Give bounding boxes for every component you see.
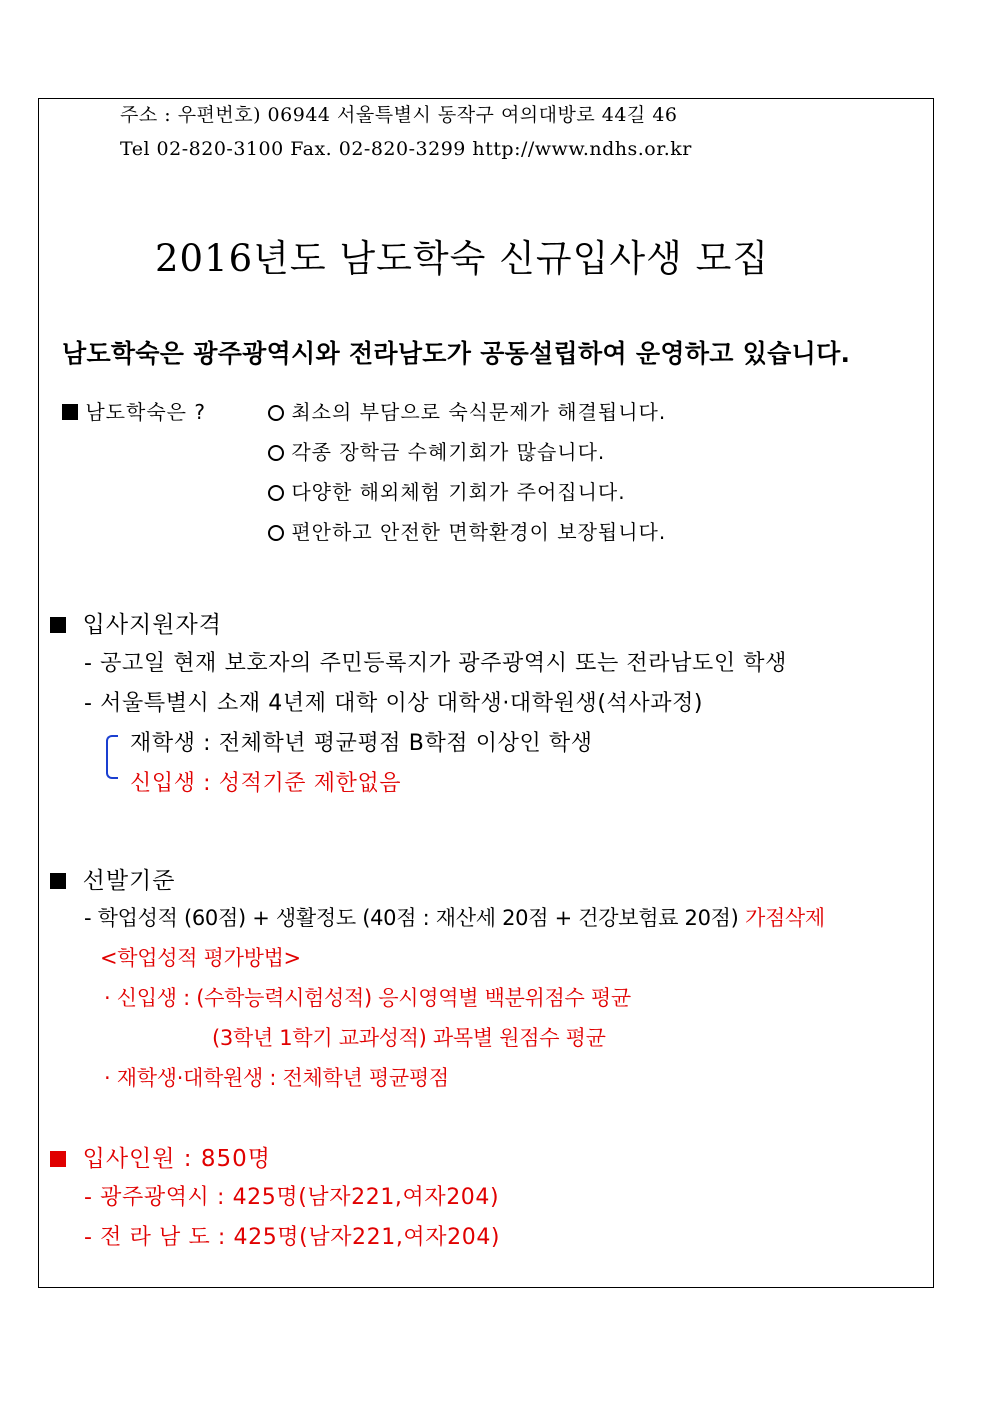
criteria-note: 가점삭제 xyxy=(744,906,825,930)
square-bullet-icon xyxy=(50,1151,66,1167)
method-freshman-sub: (3학년 1학기 교과성적) 과목별 원점수 평균 xyxy=(212,1026,606,1050)
intro-label: 남도학숙은 ? xyxy=(62,396,206,425)
quota-heading: 입사인원 : 850명 xyxy=(50,1140,271,1173)
benefit-item: 다양한 해외체험 기회가 주어집니다. xyxy=(268,476,626,505)
benefit-item: 편안하고 안전한 면학환경이 보장됩니다. xyxy=(268,516,666,545)
enrolled-criteria: 재학생 : 전체학년 평균평점 B학점 이상인 학생 xyxy=(130,731,593,756)
circle-bullet-icon xyxy=(268,405,284,421)
benefit-item: 최소의 부담으로 숙식문제가 해결됩니다. xyxy=(268,396,666,425)
eligibility-line: - 공고일 현재 보호자의 주민등록지가 광주광역시 또는 전라남도인 학생 xyxy=(84,651,787,676)
quota-gwangju: - 광주광역시 : 425명(남자221,여자204) xyxy=(84,1185,500,1210)
square-bullet-icon xyxy=(50,617,66,633)
lead-statement: 남도학숙은 광주광역시와 전라남도가 공동설립하여 운영하고 있습니다. xyxy=(62,339,851,368)
circle-bullet-icon xyxy=(268,485,284,501)
quota-jeonnam: - 전 라 남 도 : 425명(남자221,여자204) xyxy=(84,1225,501,1250)
contact-line: Tel 02-820-3100 Fax. 02-820-3299 http://www.ndhs.or.kr xyxy=(120,138,692,160)
circle-bullet-icon xyxy=(268,445,284,461)
circle-bullet-icon xyxy=(268,525,284,541)
method-freshman: · 신입생 : (수학능력시험성적) 응시영역별 백분위점수 평균 xyxy=(104,986,631,1010)
eligibility-line: - 서울특별시 소재 4년제 대학 이상 대학생·대학원생(석사과정) xyxy=(84,691,704,716)
bracket-icon xyxy=(106,735,118,779)
address-line: 주소 : 우편번호) 06944 서울특별시 동작구 여의대방로 44길 46 xyxy=(120,104,678,126)
criteria-main: - 학업성적 (60점) + 생활정도 (40점 : 재산세 20점 + 건강보험료 20점) 가점삭제 xyxy=(84,906,825,930)
freshman-criteria: 신입생 : 성적기준 제한없음 xyxy=(130,771,402,796)
page-title: 2016년도 남도학숙 신규입사생 모집 xyxy=(155,237,770,280)
method-title: <학업성적 평가방법> xyxy=(100,946,301,970)
method-enrolled: · 재학생·대학원생 : 전체학년 평균평점 xyxy=(104,1066,449,1090)
criteria-heading: 선발기준 xyxy=(50,862,176,895)
benefit-item: 각종 장학금 수혜기회가 많습니다. xyxy=(268,436,605,465)
square-bullet-icon xyxy=(50,873,66,889)
square-bullet-icon xyxy=(62,404,78,420)
eligibility-heading: 입사지원자격 xyxy=(50,606,222,639)
